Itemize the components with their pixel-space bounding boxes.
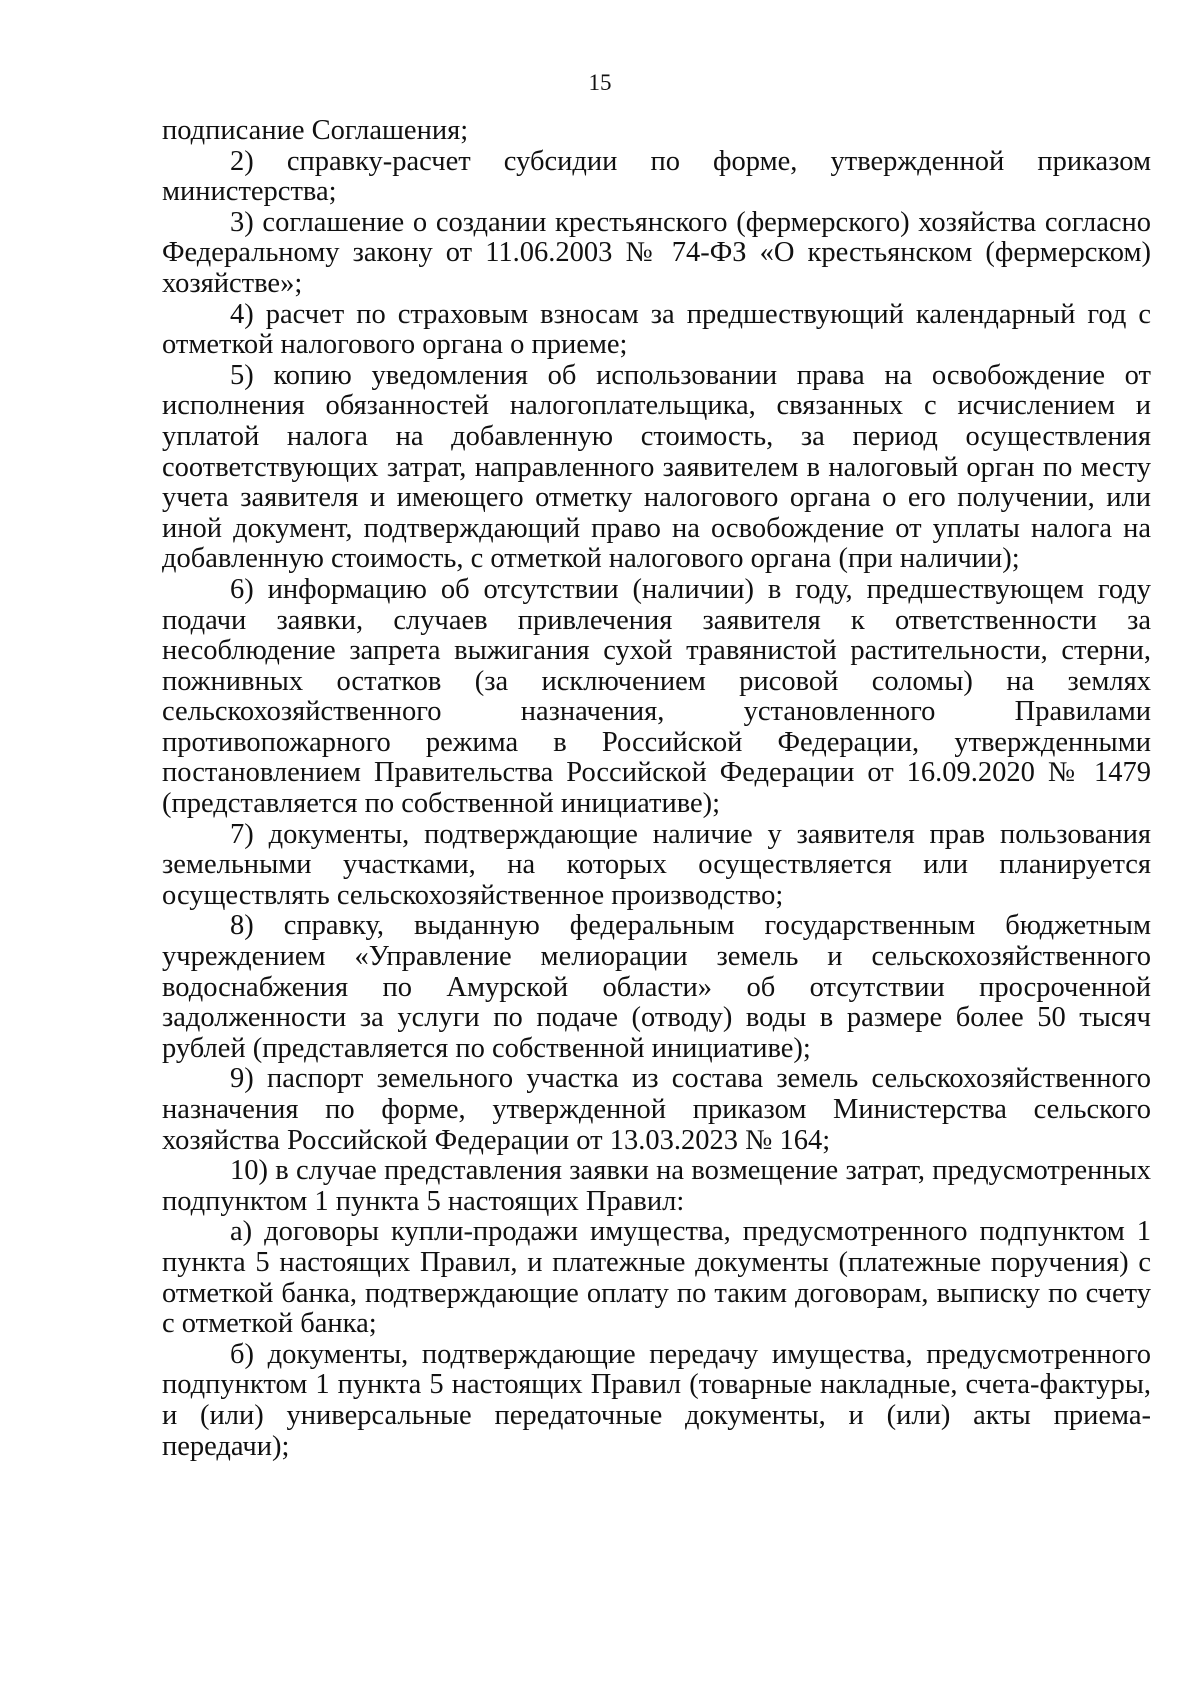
paragraph-continuation: подписание Соглашения; (162, 115, 469, 146)
list-item-9: 9) паспорт земельного участка из состава земель сельскохозяйственного назначения по форме, утвержденной приказом Министерства сельского хозяйства Российской Федерации от 13.03.2023 № 164; (162, 1063, 1151, 1156)
list-item-8: 8) справку, выданную федеральным государственным бюджетным учреждением «Управление мелиорации земель и сельскохозяйственного водоснабжения по Амурской области» об отсутствии просроченной задолженности за услуги по подаче (отводу) воды в размере более 50 тысяч рублей (представляется по собственной инициативе); (162, 910, 1151, 1064)
sub-item-b: б) документы, подтверждающие передачу имущества, предусмотренного подпунктом 1 пункта 5 настоящих Правил (товарные накладные, счета-фактуры, и (или) универсальные передаточные документы, и (или) акты приема-передачи); (162, 1338, 1151, 1462)
list-item-6: 6) информацию об отсутствии (наличии) в году, предшествующем году подачи заявки, случаев привлечения заявителя к ответственности за несоблюдение запрета выжигания сухой травянистой растительности, стерни, пожнивных остатков (за исключением рисовой соломы) на землях сельскохозяйственного назначения, установленного Правилами противопожарного режима в Российской Федерации, утвержденными постановлением Правительства Российской Федерации от 16.09.2020 № 1479 (представляется по собственной инициативе); (162, 573, 1151, 820)
page-number: 15 (588, 70, 612, 95)
list-item-4: 4) расчет по страховым взносам за предшествующий календарный год с отметкой налогового органа о приеме; (162, 298, 1151, 361)
sub-item-a: а) договоры купли-продажи имущества, предусмотренного подпунктом 1 пункта 5 настоящих Правил, и платежные документы (платежные поручения) с отметкой банка, подтверждающие оплату по таким договорам, выписку по счету с отметкой банка; (162, 1216, 1151, 1340)
document-text (162, 116, 1151, 1462)
list-item-7: 7) документы, подтверждающие наличие у заявителя прав пользования земельными участками, на которых осуществляется или планируется осуществлять сельскохозяйственное производство; (162, 818, 1151, 911)
list-item-3: 3) соглашение о создании крестьянского (фермерского) хозяйства согласно Федеральному закону от 11.06.2003 № 74-ФЗ «О крестьянском (фермерском) хозяйстве»; (162, 206, 1151, 299)
list-item-2: 2) справку-расчет субсидии по форме, утвержденной приказом министерства; (162, 145, 1151, 208)
list-item-10: 10) в случае представления заявки на возмещение затрат, предусмотренных подпунктом 1 пункта 5 настоящих Правил: (162, 1155, 1151, 1217)
list-item-5: 5) копию уведомления об использовании права на освобождение от исполнения обязанностей налогоплательщика, связанных с исчислением и уплатой налога на добавленную стоимость, за период осуществления соответствующих затрат, направленного заявителем в налоговый орган по месту учета заявителя и имеющего отметку налогового органа о его получении, или иной документ, подтверждающий право на освобождение от уплаты налога на добавленную стоимость, с отметкой налогового органа (при наличии); (162, 359, 1151, 575)
